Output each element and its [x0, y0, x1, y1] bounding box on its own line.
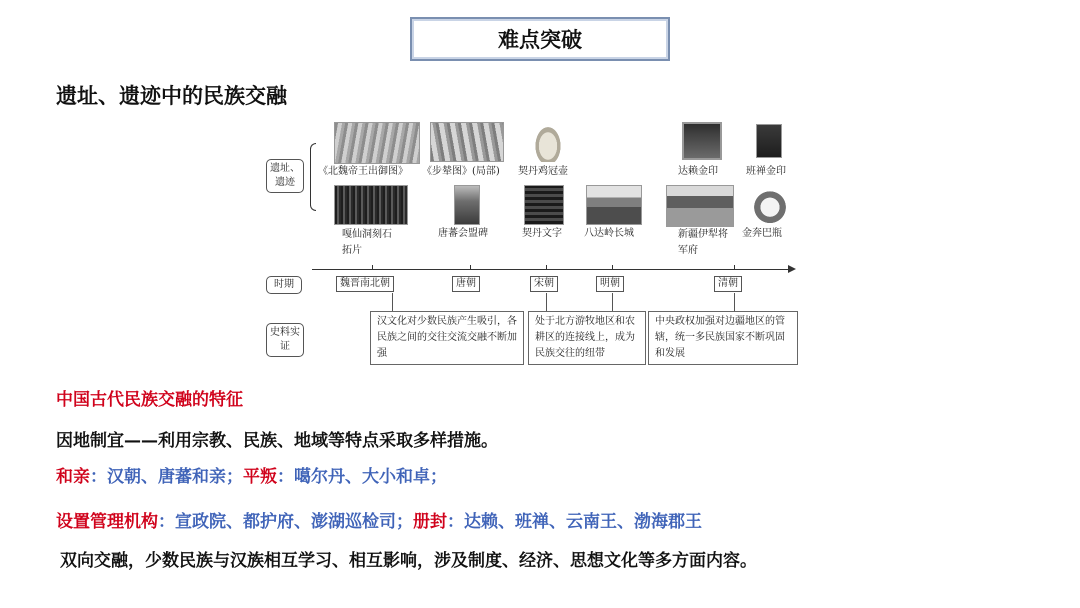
thumb-khitan-script: [524, 185, 564, 225]
timeline-figure: [262, 115, 802, 375]
era-ming: 明朝: [596, 276, 624, 292]
tick: [546, 265, 547, 270]
admin-value: ：宣政院、都护府、澎湖巡检司；: [158, 512, 413, 532]
cefeng-value: ：达赖、班禅、云南王、渤海郡王: [447, 512, 702, 532]
thumb-yili-mansion: [666, 185, 734, 227]
tick: [372, 265, 373, 270]
tick: [612, 265, 613, 270]
row-label-sites: 遗址、遗迹: [266, 159, 304, 193]
thumb-bunian-painting: [430, 122, 504, 162]
thumb-tangbo-stele: [454, 185, 480, 225]
caption-gaxian: 嘎仙洞刻石拓片: [342, 229, 392, 256]
tick: [470, 265, 471, 270]
caption-dalai-seal: 达赖金印: [678, 166, 718, 177]
connector: [612, 293, 613, 311]
thumb-badaling-wall: [586, 185, 642, 225]
cefeng-label: 册封: [413, 512, 447, 532]
caption-yili: 新疆伊犁将军府: [678, 229, 728, 256]
era-song: 宋朝: [530, 276, 558, 292]
thumb-golden-urn: [750, 183, 790, 227]
caption-tangbo: 唐蕃会盟碑: [438, 228, 488, 239]
connector: [546, 293, 547, 311]
caption-khitan-ewer: 契丹鸡冠壶: [518, 166, 568, 177]
timeline-arrow: [788, 265, 796, 273]
pingpan-label: 平叛: [243, 467, 277, 487]
thumb-panchen-seal: [756, 124, 782, 158]
era-weijin: 魏晋南北朝: [336, 276, 394, 292]
heqin-value: ：汉朝、唐蕃和亲；: [90, 467, 243, 487]
caption-panchen-seal: 班禅金印: [746, 166, 786, 177]
caption-beiwei: 《北魏帝王出御图》: [318, 166, 408, 177]
connector: [392, 293, 393, 311]
era-qing: 清朝: [714, 276, 742, 292]
evidence-box-1: 汉文化对少数民族产生吸引，各民族之间的交往交流交融不断加强: [370, 311, 524, 365]
thumb-gaxian-rubbing: [334, 185, 408, 225]
timeline-axis: [312, 269, 790, 270]
thumb-dalai-seal: [682, 122, 722, 160]
evidence-box-2: 处于北方游牧地区和农耕区的连接线上，成为民族交往的纽带: [528, 311, 646, 365]
title-box: [410, 17, 670, 61]
caption-badaling: 八达岭长城: [584, 228, 634, 239]
evidence-box-3: 中央政权加强对边疆地区的管辖，统一多民族国家不断巩固和发展: [648, 311, 798, 365]
feature-line-1: 因地制宜——利用宗教、民族、地域等特点采取多样措施。: [56, 431, 498, 451]
connector: [734, 293, 735, 311]
thumb-khitan-ewer: [532, 122, 564, 162]
pingpan-value: ：噶尔丹、大小和卓；: [277, 467, 447, 487]
caption-bunian: 《步辇图》(局部): [422, 166, 500, 177]
feature-line-4: 双向交融，少数民族与汉族相互学习、相互影响，涉及制度、经济、思想文化等多方面内容。: [60, 551, 757, 571]
sites-bracket: [310, 143, 316, 211]
thumb-beiwei-painting: [334, 122, 420, 164]
heqin-label: 和亲: [56, 467, 90, 487]
row-label-period: 时期: [266, 276, 302, 294]
admin-label: 设置管理机构: [56, 512, 158, 532]
caption-golden-urn: 金奔巴瓶: [742, 228, 782, 239]
feature-line-2: [56, 462, 447, 487]
features-title: 中国古代民族交融的特征: [56, 390, 243, 410]
feature-line-3: [56, 507, 702, 532]
era-tang: 唐朝: [452, 276, 480, 292]
row-label-evidence: 史料实证: [266, 323, 304, 357]
tick: [734, 265, 735, 270]
page-title: 难点突破: [498, 28, 582, 52]
caption-khitan-script: 契丹文字: [522, 228, 562, 239]
section-subtitle: 遗址、遗迹中的民族交融: [56, 84, 287, 108]
